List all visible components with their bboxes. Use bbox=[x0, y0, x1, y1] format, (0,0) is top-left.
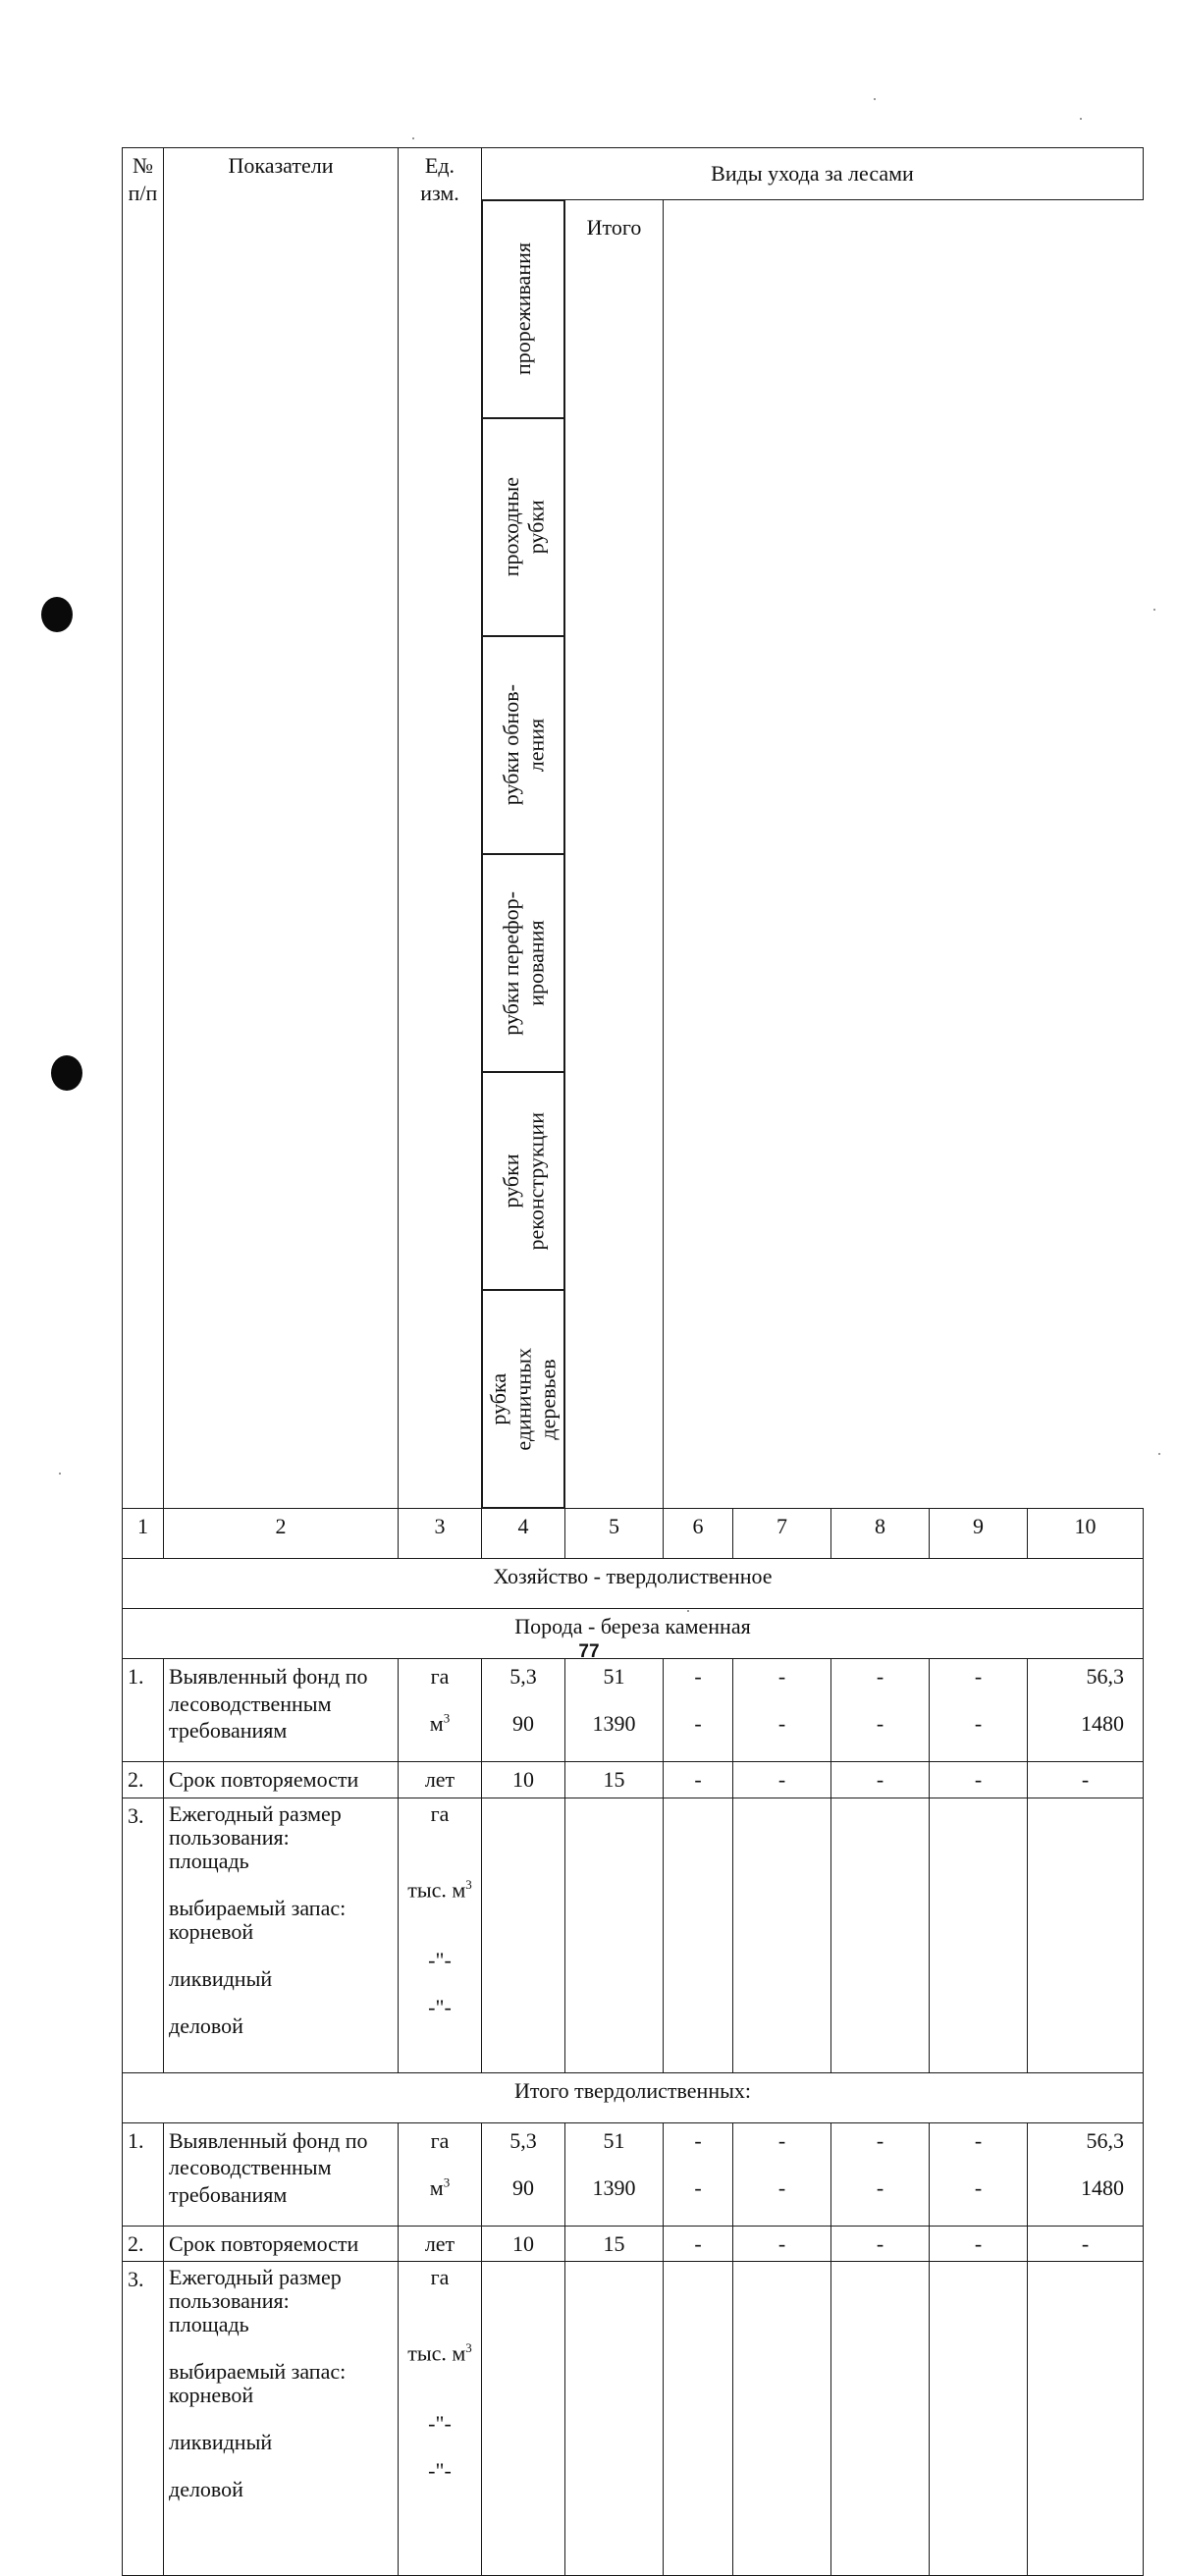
period-value: - bbox=[664, 1762, 733, 1798]
fund-m3-value: 1390 bbox=[592, 1711, 636, 1736]
annual-row bbox=[123, 1798, 1144, 2072]
fund-cell bbox=[930, 1659, 1028, 1762]
fund-cell bbox=[565, 1659, 664, 1762]
fund-label: Выявленный фонд по лесоводственным требованиям bbox=[164, 1659, 399, 1762]
scan-speck bbox=[874, 98, 876, 100]
fund-m3-value: - bbox=[694, 1711, 702, 1736]
empty-cell bbox=[482, 1798, 565, 2072]
scan-speck bbox=[59, 1473, 61, 1475]
header-type-reforming-cutting: рубки перефор- ирования bbox=[482, 854, 564, 1072]
row-number: 2. bbox=[123, 1762, 164, 1798]
annual-label: Ежегодный размер пользования: площадь выбираемый запас: корневой ликвидный деловой bbox=[164, 1798, 399, 2072]
fund-m3-value: - bbox=[974, 2174, 983, 2200]
fund-ha-value: 51 bbox=[603, 2127, 625, 2153]
period-value: 10 bbox=[482, 1762, 565, 1798]
fund-total-cell bbox=[1028, 2122, 1144, 2226]
fund-row bbox=[123, 2122, 1144, 2226]
section-title-total: Итого твердолиственных: bbox=[123, 2072, 1144, 2122]
header-care-types: Виды ухода за лесами bbox=[482, 148, 1144, 200]
column-number: 4 bbox=[482, 1509, 565, 1559]
annual-label: Ежегодный размер пользования: площадь выбираемый запас: корневой ликвидный деловой bbox=[164, 2262, 399, 2576]
column-number: 1 bbox=[123, 1509, 164, 1559]
fund-cell bbox=[565, 2122, 664, 2226]
empty-cell bbox=[664, 1798, 733, 2072]
unit-ha: га bbox=[430, 1664, 450, 1689]
period-value: 10 bbox=[482, 2226, 565, 2262]
empty-cell bbox=[565, 1798, 664, 2072]
period-label: Срок повторяемости bbox=[164, 2226, 399, 2262]
fund-cell bbox=[482, 1659, 565, 1762]
period-value: 15 bbox=[565, 1762, 664, 1798]
header-type-renewal-cutting: рубки обнов- ления bbox=[482, 636, 564, 854]
period-total: - bbox=[1028, 1762, 1144, 1798]
fund-ha-value: - bbox=[777, 1664, 786, 1689]
fund-ha-value: - bbox=[694, 1664, 702, 1689]
period-value: - bbox=[930, 2226, 1028, 2262]
fund-ha-value: - bbox=[974, 1664, 983, 1689]
fund-cell bbox=[664, 2122, 733, 2226]
section-title-row bbox=[123, 2072, 1144, 2122]
row-number: 1. bbox=[123, 2122, 164, 2226]
empty-cell bbox=[482, 2262, 565, 2576]
binder-hole-top bbox=[41, 597, 73, 632]
empty-cell bbox=[831, 1798, 930, 2072]
fund-ha-total: 56,3 bbox=[1086, 2127, 1124, 2153]
section-title-economy: Хозяйство - твердолиственное bbox=[123, 1559, 1144, 1609]
fund-cell bbox=[733, 1659, 831, 1762]
section-title-row bbox=[123, 1559, 1144, 1609]
fund-ha-total: 56,3 bbox=[1086, 1664, 1124, 1689]
column-number: 9 bbox=[930, 1509, 1028, 1559]
column-number: 3 bbox=[399, 1509, 482, 1559]
fund-ha-value: 5,3 bbox=[509, 2127, 537, 2153]
period-value: - bbox=[831, 2226, 930, 2262]
column-number: 7 bbox=[733, 1509, 831, 1559]
fund-ha-value: 5,3 bbox=[509, 1664, 537, 1689]
fund-m3-total: 1480 bbox=[1081, 2174, 1124, 2200]
annual-units: га тыс. $м^3$ -"- -"- bbox=[399, 1798, 482, 2072]
fund-units bbox=[399, 2122, 482, 2226]
empty-cell bbox=[565, 2262, 664, 2576]
fund-m3-value: - bbox=[876, 2174, 884, 2200]
column-number: 8 bbox=[831, 1509, 930, 1559]
page-number: 77 bbox=[578, 1641, 600, 1662]
header-type-passage-cutting: проходные рубки bbox=[482, 418, 564, 636]
column-numbers-row bbox=[123, 1509, 1144, 1559]
header-type-reconstruction-cutting: рубки реконструкции bbox=[482, 1072, 564, 1290]
forest-care-table bbox=[122, 147, 1144, 2576]
period-row bbox=[123, 1762, 1144, 1798]
period-value: - bbox=[733, 2226, 831, 2262]
fund-units bbox=[399, 1659, 482, 1762]
fund-cell bbox=[831, 1659, 930, 1762]
period-unit: лет bbox=[399, 2226, 482, 2262]
binder-hole-bottom bbox=[51, 1055, 82, 1091]
column-number: 6 bbox=[664, 1509, 733, 1559]
column-number: 10 bbox=[1028, 1509, 1144, 1559]
empty-cell bbox=[1028, 2262, 1144, 2576]
period-value: - bbox=[831, 1762, 930, 1798]
header-unit: Ед. изм. bbox=[399, 148, 482, 1509]
scan-speck bbox=[1080, 118, 1082, 120]
fund-ha-value: - bbox=[777, 2127, 786, 2153]
period-value: - bbox=[733, 1762, 831, 1798]
empty-cell bbox=[664, 2262, 733, 2576]
fund-ha-value: - bbox=[974, 2127, 983, 2153]
fund-m3-value: - bbox=[777, 2174, 786, 2200]
fund-cell bbox=[733, 2122, 831, 2226]
header-num: № п/п bbox=[123, 148, 164, 1509]
column-number: 2 bbox=[164, 1509, 399, 1559]
section-title-species: Порода - береза каменная bbox=[123, 1609, 1144, 1659]
period-value: 15 bbox=[565, 2226, 664, 2262]
empty-cell bbox=[1028, 1798, 1144, 2072]
header-total: Итого bbox=[565, 200, 664, 1509]
period-row bbox=[123, 2226, 1144, 2262]
header-row bbox=[123, 148, 1144, 200]
scan-speck bbox=[1153, 609, 1155, 611]
fund-m3-total: 1480 bbox=[1081, 1711, 1124, 1736]
fund-ha-value: 51 bbox=[603, 1664, 625, 1689]
unit-m3: $м^3$ bbox=[429, 2174, 451, 2200]
period-value: - bbox=[930, 1762, 1028, 1798]
row-number: 2. bbox=[123, 2226, 164, 2262]
row-number: 3. bbox=[123, 2262, 164, 2576]
fund-m3-value: 90 bbox=[512, 2174, 534, 2200]
fund-m3-value: 90 bbox=[512, 1711, 534, 1736]
empty-cell bbox=[733, 2262, 831, 2576]
empty-cell bbox=[831, 2262, 930, 2576]
fund-m3-value: - bbox=[777, 1711, 786, 1736]
header-type-single-tree-cutting: рубка единичных деревьев bbox=[482, 1290, 564, 1508]
fund-m3-value: - bbox=[876, 1711, 884, 1736]
fund-cell bbox=[930, 2122, 1028, 2226]
scan-speck bbox=[1158, 1453, 1160, 1455]
empty-cell bbox=[930, 2262, 1028, 2576]
unit-ha: га bbox=[430, 2127, 450, 2153]
empty-cell bbox=[733, 1798, 831, 2072]
annual-row bbox=[123, 2262, 1144, 2576]
scan-speck bbox=[412, 137, 414, 139]
row-number: 3. bbox=[123, 1798, 164, 2072]
empty-cell bbox=[930, 1798, 1028, 2072]
unit-m3: $м^3$ bbox=[429, 1710, 451, 1736]
fund-m3-value: 1390 bbox=[592, 2174, 636, 2200]
fund-m3-value: - bbox=[974, 1711, 983, 1736]
fund-m3-value: - bbox=[694, 2174, 702, 2200]
fund-ha-value: - bbox=[694, 2127, 702, 2153]
fund-row bbox=[123, 1659, 1144, 1762]
header-type-thinning: прореживания bbox=[482, 200, 564, 418]
fund-cell bbox=[831, 2122, 930, 2226]
fund-ha-value: - bbox=[876, 1664, 884, 1689]
fund-total-cell bbox=[1028, 1659, 1144, 1762]
annual-units: га тыс. $м^3$ -"- -"- bbox=[399, 2262, 482, 2576]
fund-ha-value: - bbox=[876, 2127, 884, 2153]
header-indicators: Показатели bbox=[164, 148, 399, 1509]
row-number: 1. bbox=[123, 1659, 164, 1762]
period-total: - bbox=[1028, 2226, 1144, 2262]
period-label: Срок повторяемости bbox=[164, 1762, 399, 1798]
period-unit: лет bbox=[399, 1762, 482, 1798]
fund-cell bbox=[482, 2122, 565, 2226]
fund-label: Выявленный фонд по лесоводственным требованиям bbox=[164, 2122, 399, 2226]
column-number: 5 bbox=[565, 1509, 664, 1559]
period-value: - bbox=[664, 2226, 733, 2262]
fund-cell bbox=[664, 1659, 733, 1762]
